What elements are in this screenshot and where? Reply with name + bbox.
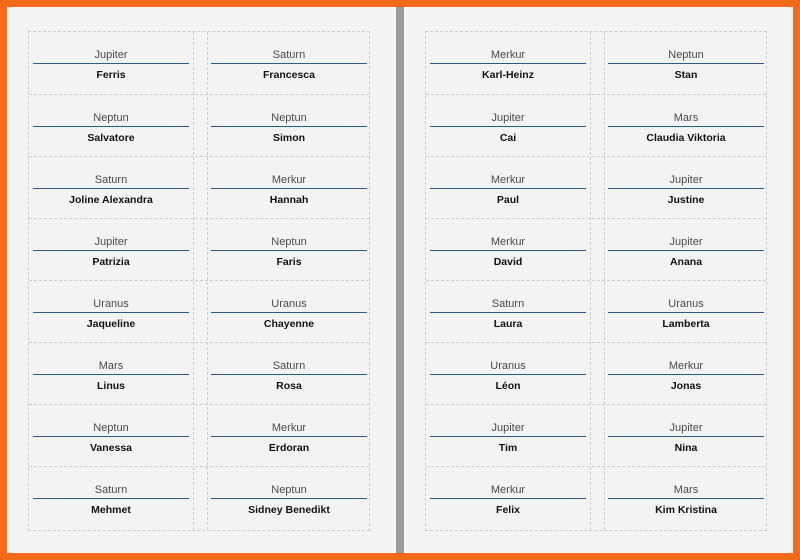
planet-label: Uranus (93, 298, 129, 310)
underline-rule (608, 126, 764, 127)
person-name: David (493, 256, 523, 268)
page-left (7, 7, 396, 553)
planet-label: Jupiter (669, 236, 703, 248)
person-name: Francesca (263, 69, 315, 81)
person-name: Laura (493, 318, 523, 330)
person-name: Rosa (276, 380, 302, 392)
name-card (211, 95, 367, 157)
person-name: Hannah (269, 194, 309, 206)
name-card (430, 95, 586, 157)
name-card (430, 343, 586, 405)
planet-label: Uranus (271, 298, 307, 310)
planet-label: Merkur (490, 484, 526, 496)
name-card (608, 32, 764, 94)
person-name: Kim Kristina (655, 504, 717, 516)
person-name: Sidney Benedikt (248, 504, 330, 516)
person-name: Simon (272, 132, 306, 144)
name-card (33, 219, 189, 281)
planet-label: Neptun (93, 112, 129, 124)
underline-rule (33, 436, 189, 437)
name-card (430, 281, 586, 343)
name-card (211, 343, 367, 405)
planet-label: Jupiter (94, 49, 128, 61)
person-name: Felix (496, 504, 520, 516)
name-card (33, 157, 189, 219)
name-card (211, 467, 367, 529)
person-name: Cai (499, 132, 517, 144)
planet-label: Jupiter (491, 112, 525, 124)
underline-rule (211, 188, 367, 189)
underline-rule (608, 312, 764, 313)
underline-rule (33, 188, 189, 189)
underline-rule (211, 374, 367, 375)
name-card (33, 343, 189, 405)
card-row (426, 466, 766, 528)
underline-rule (211, 436, 367, 437)
planet-label: Saturn (272, 49, 306, 61)
planet-label: Jupiter (94, 236, 128, 248)
planet-label: Merkur (490, 236, 526, 248)
card-row (29, 218, 369, 280)
underline-rule (430, 250, 586, 251)
underline-rule (608, 498, 764, 499)
person-name: Mehmet (91, 504, 131, 516)
planet-label: Saturn (491, 298, 525, 310)
planet-label: Uranus (668, 298, 704, 310)
planet-label: Mars (98, 360, 124, 372)
person-name: Tim (498, 442, 518, 454)
underline-rule (608, 436, 764, 437)
underline-rule (430, 126, 586, 127)
card-row (426, 218, 766, 280)
card-row (426, 32, 766, 94)
planet-label: Neptun (271, 112, 307, 124)
planet-label: Neptun (668, 49, 704, 61)
underline-rule (33, 250, 189, 251)
planet-label: Merkur (271, 174, 307, 186)
planet-label: Jupiter (669, 174, 703, 186)
planet-label: Mars (673, 484, 699, 496)
card-row (426, 156, 766, 218)
person-name: Stan (674, 69, 698, 81)
person-name: Karl-Heinz (482, 69, 534, 81)
underline-rule (211, 498, 367, 499)
card-row (29, 156, 369, 218)
underline-rule (608, 188, 764, 189)
person-name: Justine (667, 194, 705, 206)
card-table-right (425, 31, 767, 531)
card-row (29, 32, 369, 94)
person-name: Claudia Viktoria (646, 132, 726, 144)
card-row (426, 94, 766, 156)
planet-label: Merkur (490, 174, 526, 186)
name-card (211, 405, 367, 467)
underline-rule (608, 250, 764, 251)
underline-rule (430, 312, 586, 313)
planet-label: Saturn (94, 484, 128, 496)
card-row (29, 466, 369, 528)
planet-label: Uranus (490, 360, 526, 372)
planet-label: Merkur (668, 360, 704, 372)
name-card (430, 467, 586, 529)
name-card (608, 467, 764, 529)
person-name: Chayenne (263, 318, 315, 330)
planet-label: Jupiter (669, 422, 703, 434)
planet-label: Mars (673, 112, 699, 124)
card-row (29, 94, 369, 156)
underline-rule (33, 63, 189, 64)
planet-label: Merkur (490, 49, 526, 61)
person-name: Ferris (96, 69, 126, 81)
name-card (430, 32, 586, 94)
card-row (29, 342, 369, 404)
underline-rule (33, 498, 189, 499)
person-name: Joline Alexandra (69, 194, 153, 206)
planet-label: Neptun (271, 484, 307, 496)
card-row (29, 280, 369, 342)
planet-label: Neptun (93, 422, 129, 434)
page-right (404, 7, 793, 553)
person-name: Paul (496, 194, 520, 206)
underline-rule (33, 126, 189, 127)
underline-rule (430, 63, 586, 64)
person-name: Salvatore (87, 132, 135, 144)
underline-rule (211, 63, 367, 64)
underline-rule (608, 374, 764, 375)
planet-label: Saturn (94, 174, 128, 186)
person-name: Faris (276, 256, 302, 268)
name-card (211, 281, 367, 343)
card-row (426, 342, 766, 404)
name-card (33, 95, 189, 157)
card-row (29, 404, 369, 466)
name-card (430, 405, 586, 467)
name-card (33, 467, 189, 529)
name-card (33, 405, 189, 467)
name-card (608, 219, 764, 281)
underline-rule (211, 250, 367, 251)
planet-label: Merkur (271, 422, 307, 434)
underline-rule (211, 126, 367, 127)
person-name: Jaqueline (86, 318, 136, 330)
card-row (426, 280, 766, 342)
name-card (608, 405, 764, 467)
person-name: Léon (495, 380, 521, 392)
name-card (33, 32, 189, 94)
name-card (211, 32, 367, 94)
name-card (608, 157, 764, 219)
person-name: Erdoran (268, 442, 310, 454)
name-card (33, 281, 189, 343)
planet-label: Saturn (272, 360, 306, 372)
underline-rule (430, 498, 586, 499)
name-card (608, 343, 764, 405)
person-name: Linus (97, 380, 125, 392)
person-name: Nina (674, 442, 698, 454)
underline-rule (33, 312, 189, 313)
person-name: Anana (669, 256, 703, 268)
underline-rule (33, 374, 189, 375)
name-card (608, 95, 764, 157)
name-card (430, 219, 586, 281)
person-name: Jonas (670, 380, 702, 392)
page-gutter (396, 7, 404, 553)
person-name: Vanessa (89, 442, 133, 454)
underline-rule (430, 374, 586, 375)
planet-label: Jupiter (491, 422, 525, 434)
underline-rule (608, 63, 764, 64)
planet-label: Neptun (271, 236, 307, 248)
person-name: Lamberta (662, 318, 710, 330)
underline-rule (211, 312, 367, 313)
name-card (211, 219, 367, 281)
name-card (430, 157, 586, 219)
underline-rule (430, 436, 586, 437)
name-card (211, 157, 367, 219)
name-card (608, 281, 764, 343)
card-table-left (28, 31, 370, 531)
person-name: Patrizia (92, 256, 130, 268)
underline-rule (430, 188, 586, 189)
card-row (426, 404, 766, 466)
